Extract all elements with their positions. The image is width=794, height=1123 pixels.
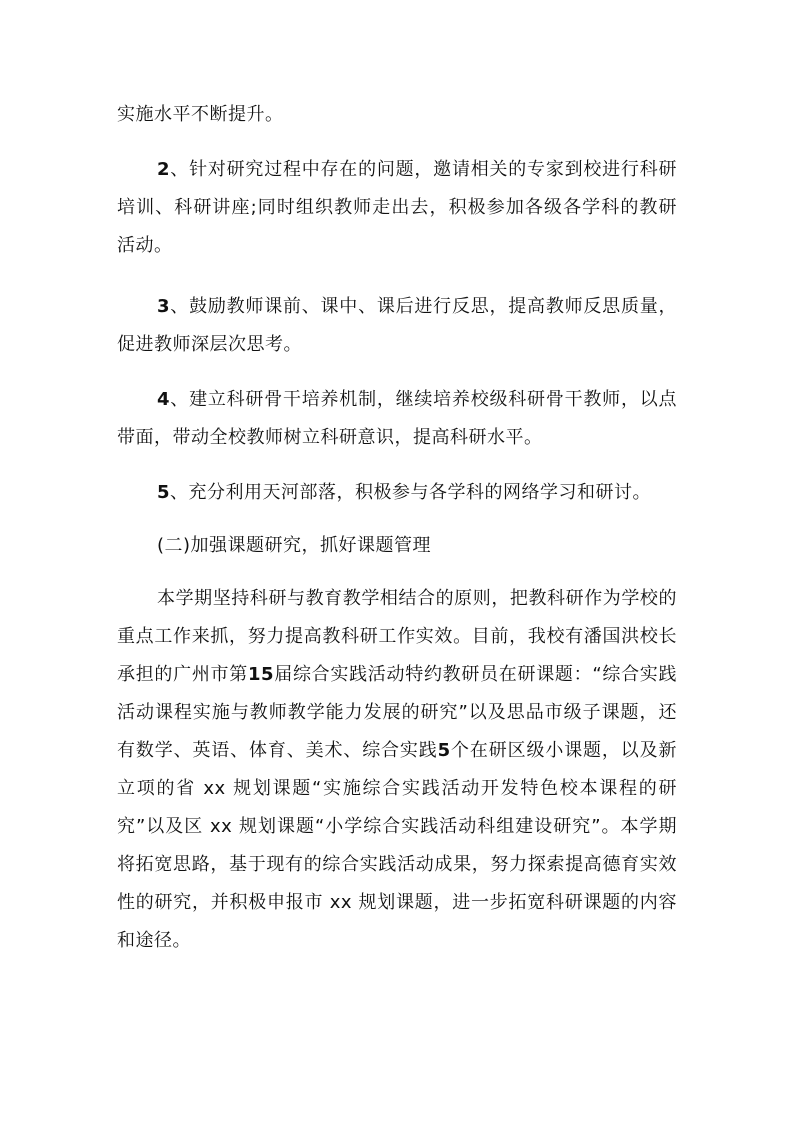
list-item-2	[117, 151, 677, 265]
list-item-4	[117, 381, 677, 457]
body-paragraph	[117, 580, 677, 960]
list-number: 4	[157, 389, 171, 410]
section-heading-text: (二)加强课题研究，抓好课题管理	[157, 535, 432, 556]
list-item-3	[117, 288, 677, 364]
body-text-part: 个在研区级小课题，以及新立项的省 xx 规划课题“实施综合实践活动开发特色校本课程的研究”以及区 xx 规划课题“小学综合实践活动科组建设研究”。本学期将拓宽思路，基于现有的综合实践活动成果，努力探索提高德育实效性的研究，并积极申报市 xx 规划课题，进一步拓宽科研课题的内容和途径。	[117, 740, 678, 951]
list-number: 3	[157, 296, 171, 317]
list-number: 5	[157, 482, 171, 503]
list-item-text: 、充分利用天河部落，积极参与各学科的网络学习和研讨。	[170, 482, 652, 503]
list-item-text: 、针对研究过程中存在的问题，邀请相关的专家到校进行科研培训、科研讲座;同时组织教师走出去，积极参加各级各学科的教研活动。	[117, 159, 677, 256]
body-text-part: 届综合实践活动特约教研员在研课题：“综合实践活动课程实施与教师教学能力发展的研究”以及思品市级子课题，还有数学、英语、体育、美术、综合实践	[117, 664, 678, 761]
paragraph-text: 实施水平不断提升。	[117, 104, 284, 125]
body-number: 15	[247, 664, 275, 685]
section-heading	[117, 527, 677, 565]
list-number: 2	[157, 159, 171, 180]
list-item-5	[117, 474, 677, 512]
list-item-text: 、建立科研骨干培养机制，继续培养校级科研骨干教师，以点带面，带动全校教师树立科研意识，提高科研水平。	[117, 389, 677, 448]
paragraph-continuation	[117, 96, 677, 134]
list-item-text: 、鼓励教师课前、课中、课后进行反思，提高教师反思质量，促进教师深层次思考。	[117, 296, 677, 355]
body-text-part: 本学期坚持科研与教育教学相结合的原则，把教科研作为学校的重点工作来抓，努力提高教科研工作实效。目前，我校有潘国洪校长承担的广州市第	[117, 588, 677, 685]
body-number: 5	[437, 740, 451, 761]
